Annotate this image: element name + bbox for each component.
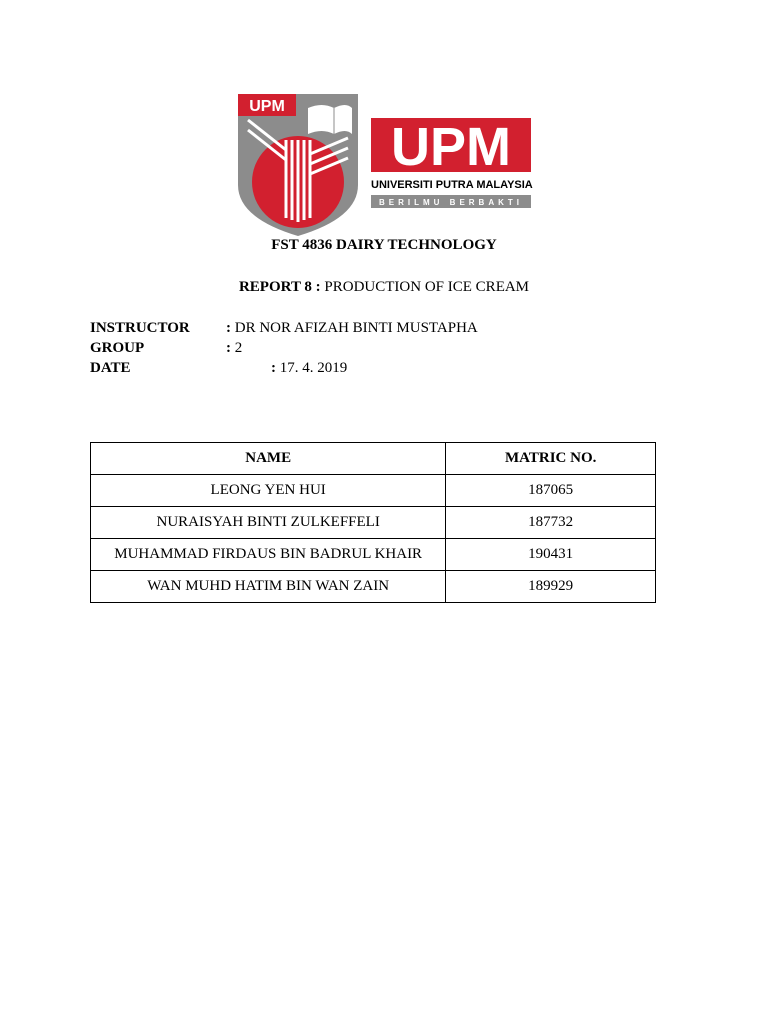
date-value: 17. 4. 2019	[279, 360, 348, 376]
table-row	[91, 571, 656, 603]
header-matric: MATRIC NO.	[446, 443, 656, 475]
member-name: WAN MUHD HATIM BIN WAN ZAIN	[91, 571, 446, 603]
upm-shield-emblem	[238, 94, 358, 236]
motto: BERILMU BERBAKTI	[379, 198, 523, 207]
date-separator: :	[271, 360, 276, 376]
member-name: NURAISYAH BINTI ZULKEFFELI	[91, 507, 446, 539]
course-title: FST 4836 DAIRY TECHNOLOGY	[271, 237, 497, 253]
member-matric: 187065	[446, 475, 656, 507]
wordmark-text: UPM	[391, 117, 511, 177]
table-row	[91, 539, 656, 571]
member-name: LEONG YEN HUI	[91, 475, 446, 507]
instructor-value: DR NOR AFIZAH BINTI MUSTAPHA	[234, 320, 478, 336]
header-name: NAME	[91, 443, 446, 475]
book-icon	[308, 105, 352, 134]
instructor-label: INSTRUCTOR	[90, 320, 190, 336]
shield-badge-text: UPM	[249, 98, 285, 115]
date-label: DATE	[90, 360, 131, 376]
members-table	[90, 442, 656, 603]
member-matric: 187732	[446, 507, 656, 539]
report-label: REPORT 8 :	[238, 279, 321, 295]
upm-wordmark	[371, 117, 533, 208]
group-value: 2	[234, 340, 243, 356]
group-field	[226, 339, 242, 357]
member-name: MUHAMMAD FIRDAUS BIN BADRUL KHAIR	[91, 539, 446, 571]
instructor-separator: :	[226, 320, 231, 336]
report-title: PRODUCTION OF ICE CREAM	[324, 279, 530, 295]
date-field	[271, 359, 347, 377]
table-row	[91, 475, 656, 507]
table-row	[91, 507, 656, 539]
upm-logo	[234, 90, 534, 238]
group-separator: :	[226, 340, 231, 356]
member-matric: 189929	[446, 571, 656, 603]
group-label: GROUP	[90, 340, 145, 356]
table-header-row	[91, 443, 656, 475]
instructor-field	[226, 319, 478, 337]
university-name: UNIVERSITI PUTRA MALAYSIA	[371, 179, 533, 191]
member-matric: 190431	[446, 539, 656, 571]
report-line	[0, 278, 768, 296]
